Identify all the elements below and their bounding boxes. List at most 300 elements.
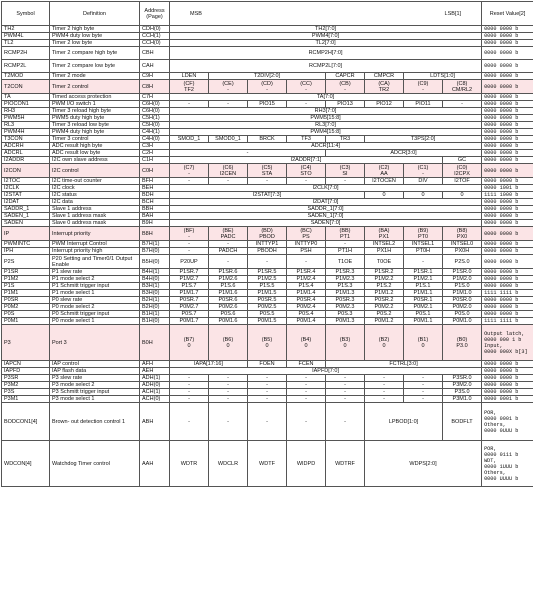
register-bit: PWM4[7:0] [170, 33, 482, 40]
register-symbol: PWM4L [2, 33, 50, 40]
register-address: ACH(0) [140, 396, 170, 403]
register-bit: PWM4[15:8] [170, 129, 482, 136]
register-definition: Brown- out detection control 1 [50, 403, 140, 441]
register-definition: Port 3 [50, 325, 140, 361]
reset-value: 1111 1111 b [482, 318, 533, 325]
register-bit: - [209, 403, 248, 441]
register-bit: P0M2.2 [365, 304, 404, 311]
header-bits [170, 2, 482, 26]
table-row [2, 389, 534, 396]
register-bit: - [326, 382, 365, 389]
table-row [2, 33, 534, 40]
table-row [2, 382, 534, 389]
register-bit: IAPA[17:16] [170, 361, 248, 368]
table-row [2, 283, 534, 290]
table-row [2, 178, 534, 185]
register-bit: - [170, 150, 326, 157]
register-bit: P0SR.0 [443, 297, 482, 304]
register-definition: ADC result low byte [50, 150, 140, 157]
register-bit: - [326, 375, 365, 382]
register-bit: WIDPD [287, 441, 326, 487]
register-bit: BRCK [248, 136, 287, 143]
register-bit: P0M2.3 [326, 304, 365, 311]
register-bit: FCEN [287, 361, 326, 368]
register-bit: (C9) - [404, 80, 443, 94]
register-bit: I2STAT[7:3] [170, 192, 365, 199]
table-row [2, 269, 534, 276]
table-row [2, 60, 534, 73]
table-row [2, 143, 534, 150]
register-bit: (C7) - [170, 164, 209, 178]
register-bit: I2ADDR[7:1] [170, 157, 443, 164]
register-bit: WDPS[2:0] [365, 441, 482, 487]
register-definition: P3 slew rate [50, 375, 140, 382]
register-definition: Slave 0 address mask [50, 220, 140, 227]
register-definition: Watchdog Timer control [50, 441, 140, 487]
register-bit: (BD) PBOD [248, 227, 287, 241]
register-definition: Timer 2 high byte [50, 26, 140, 33]
register-definition: Timer 2 control [50, 80, 140, 94]
register-bit: - [404, 375, 443, 382]
register-bit: - [287, 403, 326, 441]
register-bit: RCMP2H[7:0] [170, 47, 482, 60]
register-address: B1H(1) [140, 311, 170, 318]
register-definition: I2C data [50, 199, 140, 206]
register-address: BBH [140, 206, 170, 213]
register-bit: - [209, 375, 248, 382]
table-row [2, 297, 534, 304]
reset-value: POR, 0000 0001 b Others, 0000 0UUU b [482, 403, 533, 441]
register-bit: I2TOCEN [365, 178, 404, 185]
register-bit: - [404, 382, 443, 389]
register-bit: T3PS[2:0] [365, 136, 482, 143]
table-row [2, 47, 534, 60]
register-bit: T2DIV[2:0] [209, 73, 326, 80]
register-bit: P1M1.6 [209, 290, 248, 297]
register-bit: P1M2.7 [170, 276, 209, 283]
header-definition: Definition [50, 2, 140, 26]
register-bit: I2TOF [443, 178, 482, 185]
register-address: CAH [140, 60, 170, 73]
register-bit: P0M2.4 [287, 304, 326, 311]
register-symbol: TA [2, 94, 50, 101]
register-definition: P20 Setting and Timer0/1 Output Enable [50, 255, 140, 269]
register-address: ADH(0) [140, 382, 170, 389]
register-address: B7H(1) [140, 241, 170, 248]
register-bit: (CB) - [326, 80, 365, 94]
register-address: B3H(1) [140, 283, 170, 290]
register-bit: ADCR[11:4] [170, 143, 482, 150]
register-symbol: P2S [2, 255, 50, 269]
register-bit: P0S.2 [365, 311, 404, 318]
register-bit: T1OE [326, 255, 365, 269]
register-bit: P1M1.2 [365, 290, 404, 297]
register-symbol: ADCRL [2, 150, 50, 157]
register-bit: P0M1.6 [209, 318, 248, 325]
register-symbol: WDCON[4] [2, 441, 50, 487]
register-address: BDH [140, 192, 170, 199]
register-bit: - [326, 178, 365, 185]
register-symbol: SADDR_1 [2, 206, 50, 213]
table-row [2, 403, 534, 441]
register-bit: PADCH [209, 248, 248, 255]
register-address: BCH [140, 199, 170, 206]
register-bit: TF3 [287, 136, 326, 143]
register-bit: (B1) 0 [404, 325, 443, 361]
table-row [2, 136, 534, 143]
register-address: ABH [140, 403, 170, 441]
reset-value: 0000 0000 b [482, 283, 533, 290]
register-address: C4H(0) [140, 136, 170, 143]
register-bit: P1SR.1 [404, 269, 443, 276]
header-symbol: Symbol [2, 2, 50, 26]
register-symbol: IPH [2, 248, 50, 255]
register-definition: Interrupt priority high [50, 248, 140, 255]
table-row [2, 241, 534, 248]
register-bit: INTSEL1 [404, 241, 443, 248]
register-bit: P1M1.7 [170, 290, 209, 297]
register-bit: PT1H [326, 248, 365, 255]
register-bit: P1S.7 [170, 283, 209, 290]
register-bit: (B2) 0 [365, 325, 404, 361]
register-bit: P1M2.3 [326, 276, 365, 283]
register-symbol: RCMP2L [2, 60, 50, 73]
register-definition: Timer 3 reload low byte [50, 122, 140, 129]
sfr-table-container [1, 1, 533, 610]
register-bit: P1S.4 [287, 283, 326, 290]
register-bit: - [248, 178, 287, 185]
register-bit: P0M1.4 [287, 318, 326, 325]
register-address: CCH(0) [140, 40, 170, 47]
reset-value: 0000 0001 b [482, 396, 533, 403]
register-bit: - [404, 255, 443, 269]
register-definition: P0 mode select 1 [50, 318, 140, 325]
reset-value: 0000 0000 b [482, 368, 533, 375]
register-bit: - [209, 382, 248, 389]
register-definition: PWM4 duty high byte [50, 129, 140, 136]
register-bit: - [326, 389, 365, 396]
register-symbol: P3S [2, 389, 50, 396]
register-bit: INTSEL0 [443, 241, 482, 248]
register-address: CCH(1) [140, 33, 170, 40]
reset-value: 0000 0000 b [482, 94, 533, 101]
register-bit: P3S.0 [443, 389, 482, 396]
register-definition: P3 mode select 1 [50, 396, 140, 403]
register-bit: P0M2.1 [404, 304, 443, 311]
register-bit: (B3) 0 [326, 325, 365, 361]
register-bit: (C8) CM/RL2 [443, 80, 482, 94]
reset-value: 0000 0000 b [482, 164, 533, 178]
register-symbol: RL3 [2, 122, 50, 129]
register-symbol: I2CLK [2, 185, 50, 192]
register-bit: P1SR.4 [287, 269, 326, 276]
table-row [2, 115, 534, 122]
register-bit: - [287, 396, 326, 403]
register-bit: P0SR.3 [326, 297, 365, 304]
register-address: AEH [140, 368, 170, 375]
register-bit: (BC) PS [287, 227, 326, 241]
register-address: C2H [140, 150, 170, 157]
header-msb: MSB [190, 10, 202, 17]
register-address: B8H [140, 227, 170, 241]
register-bit: PIO11 [404, 101, 443, 108]
reset-value: 0000 0000 b [482, 143, 533, 150]
register-definition: ADC result high byte [50, 143, 140, 150]
register-definition: PWM Interrupt Control [50, 241, 140, 248]
register-bit: SADEN[7:0] [170, 220, 482, 227]
register-address: C9H [140, 73, 170, 80]
register-bit: CMPCR [365, 73, 404, 80]
table-row [2, 150, 534, 157]
register-bit: P0SR.2 [365, 297, 404, 304]
register-bit: P0M1.5 [248, 318, 287, 325]
register-address: BEH [140, 185, 170, 192]
register-symbol: PWMINTC [2, 241, 50, 248]
register-address: BFH [140, 178, 170, 185]
register-definition: I2C own slave address [50, 157, 140, 164]
register-bit: P1SR.7 [170, 269, 209, 276]
register-bit: SMOD_1 [170, 136, 209, 143]
register-bit: I2CLK[7:0] [170, 185, 482, 192]
table-row [2, 290, 534, 297]
register-definition: P0 Schmitt trigger input [50, 311, 140, 318]
table-row [2, 199, 534, 206]
register-bit: (C6) I2CEN [209, 164, 248, 178]
register-bit: TL2[7:0] [170, 40, 482, 47]
table-header-row [2, 2, 534, 26]
register-bit: (C1) - [404, 164, 443, 178]
register-symbol: P0M2 [2, 304, 50, 311]
register-bit: P0M2.5 [248, 304, 287, 311]
register-symbol: TH2 [2, 26, 50, 33]
register-symbol: P0S [2, 311, 50, 318]
register-bit: - [209, 396, 248, 403]
register-bit: (B4) 0 [287, 325, 326, 361]
register-bit: P0M1.2 [365, 318, 404, 325]
register-bit: - [248, 396, 287, 403]
register-bit: P0SR.6 [209, 297, 248, 304]
register-symbol: T3CON [2, 136, 50, 143]
register-symbol: P3SR [2, 375, 50, 382]
register-symbol: I2DAT [2, 199, 50, 206]
register-address: AFH [140, 361, 170, 368]
register-bit: P0M2.0 [443, 304, 482, 311]
table-row [2, 304, 534, 311]
register-bit: - [248, 403, 287, 441]
reset-value: 0000 0000 b [482, 248, 533, 255]
register-bit: INTSEL2 [365, 241, 404, 248]
table-row [2, 40, 534, 47]
register-address: B3H(0) [140, 290, 170, 297]
register-bit: - [287, 178, 326, 185]
register-bit: ADCR[3:0] [326, 150, 482, 157]
register-bit: P0SR.7 [170, 297, 209, 304]
register-bit: P1SR.0 [443, 269, 482, 276]
register-bit: - [365, 396, 404, 403]
reset-value: 0000 0000 b [482, 206, 533, 213]
register-definition: Timer 2 mode [50, 73, 140, 80]
reset-value: 0000 0000 b [482, 26, 533, 33]
reset-value: 0000 0000 b [482, 255, 533, 269]
reset-value: 0000 0000 b [482, 73, 533, 80]
register-symbol: RH3 [2, 108, 50, 115]
register-symbol: PIOCON1 [2, 101, 50, 108]
register-bit: - [326, 241, 365, 248]
register-definition: P1 mode select 1 [50, 290, 140, 297]
register-symbol: I2TOC [2, 178, 50, 185]
register-bit: P1S.0 [443, 283, 482, 290]
table-row [2, 368, 534, 375]
register-bit: - [170, 389, 209, 396]
table-row [2, 26, 534, 33]
register-bit: 0 [443, 192, 482, 199]
register-address: C1H [140, 157, 170, 164]
table-row [2, 255, 534, 269]
register-bit: (BE) PADC [209, 227, 248, 241]
register-bit: SMOD0_1 [209, 136, 248, 143]
register-bit: (C5) STA [248, 164, 287, 178]
register-bit: P1S.3 [326, 283, 365, 290]
register-definition: IAP flash data [50, 368, 140, 375]
header-reset-value: Reset Value[2] [482, 2, 533, 26]
register-definition: P0 slew rate [50, 297, 140, 304]
register-definition: Timer 2 compare high byte [50, 47, 140, 60]
register-bit: P0M2.7 [170, 304, 209, 311]
reset-value: POR, 0000 0111 b WDT, 0000 1UUU b Others, 0000 UUUU b [482, 441, 533, 487]
reset-value: 0000 0000 b [482, 115, 533, 122]
register-symbol: I2STAT [2, 192, 50, 199]
register-bit: - [326, 396, 365, 403]
table-row [2, 129, 534, 136]
register-definition: Timer 2 low byte [50, 40, 140, 47]
register-address: B9H [140, 220, 170, 227]
register-bit: I2DAT[7:0] [170, 199, 482, 206]
register-bit: - [248, 382, 287, 389]
register-bit: - [170, 396, 209, 403]
reset-value: 0000 0000 b [482, 122, 533, 129]
register-bit: INTTYP0 [287, 241, 326, 248]
register-definition: Slave 1 address [50, 206, 140, 213]
register-bit: - [287, 389, 326, 396]
register-bit: P1S.2 [365, 283, 404, 290]
register-definition: P3 Schmitt trigger input [50, 389, 140, 396]
register-definition: I2C time-out counter [50, 178, 140, 185]
register-symbol: ADCRH [2, 143, 50, 150]
register-bit: P1M2.6 [209, 276, 248, 283]
reset-value: 1111 1111 b [482, 290, 533, 297]
register-symbol: P1SR [2, 269, 50, 276]
register-symbol: I2ADDR [2, 157, 50, 164]
register-bit: P1S.6 [209, 283, 248, 290]
register-address: B0H [140, 325, 170, 361]
table-row [2, 108, 534, 115]
register-bit: SADDR_1[7:0] [170, 206, 482, 213]
reset-value: 0000 0000 b [482, 227, 533, 241]
register-bit: (CF) TF2 [170, 80, 209, 94]
table-row [2, 441, 534, 487]
register-address: ACH(1) [140, 389, 170, 396]
register-bit: P1M2.0 [443, 276, 482, 283]
header-address: Address (Page) [140, 2, 170, 26]
reset-value: 0000 0000 b [482, 213, 533, 220]
register-bit: - [365, 382, 404, 389]
register-bit: P1M1.3 [326, 290, 365, 297]
reset-value: 0000 0000 b [482, 157, 533, 164]
register-symbol: T2CON [2, 80, 50, 94]
reset-value: 0000 0000 b [482, 47, 533, 60]
register-address: C7H [140, 94, 170, 101]
reset-value: 0000 0000 b [482, 199, 533, 206]
register-address: C4H(1) [140, 129, 170, 136]
register-bit: PIO15 [248, 101, 287, 108]
register-symbol: SADEN_1 [2, 213, 50, 220]
register-definition: Timer 3 reload high byte [50, 108, 140, 115]
register-address: B4H(1) [140, 269, 170, 276]
register-definition: Timer 2 compare low byte [50, 60, 140, 73]
register-bit: WDTR [170, 441, 209, 487]
register-bit: P0SR.5 [248, 297, 287, 304]
register-symbol: IAPCN [2, 361, 50, 368]
register-bit: - [209, 389, 248, 396]
register-bit: T0OE [365, 255, 404, 269]
register-bit: - [365, 375, 404, 382]
table-row [2, 227, 534, 241]
register-symbol: P1M2 [2, 276, 50, 283]
register-bit: P1SR.3 [326, 269, 365, 276]
register-bit: (CD) - [248, 80, 287, 94]
register-symbol: TL2 [2, 40, 50, 47]
register-bit: P1M2.5 [248, 276, 287, 283]
reset-value: 0000 1001 b [482, 185, 533, 192]
register-definition: Timed access protection [50, 94, 140, 101]
table-row [2, 318, 534, 325]
reset-value: 0000 0000 b [482, 311, 533, 318]
register-bit: FOEN [248, 361, 287, 368]
register-bit: P0S.7 [170, 311, 209, 318]
register-bit: P1S.5 [248, 283, 287, 290]
register-bit: P0S.4 [287, 311, 326, 318]
register-bit: P20UP [170, 255, 209, 269]
reset-value: 0000 0000 b [482, 241, 533, 248]
register-bit: SADEN_1[7:0] [170, 213, 482, 220]
register-bit: (CE) - [209, 80, 248, 94]
register-address: B2H(1) [140, 297, 170, 304]
register-bit: P0S.5 [248, 311, 287, 318]
register-bit: 0 [404, 192, 443, 199]
register-symbol: P3 [2, 325, 50, 361]
reset-value: 0000 0000 b [482, 40, 533, 47]
register-bit: - [209, 255, 248, 269]
register-bit: FCTRL[3:0] [326, 361, 482, 368]
register-bit: (B0) P3.0 [443, 325, 482, 361]
register-definition: Slave 1 address mask [50, 213, 140, 220]
register-definition: P1 mode select 2 [50, 276, 140, 283]
register-bit: - [248, 389, 287, 396]
register-bit: P0S.3 [326, 311, 365, 318]
reset-value: 0000 0000 b [482, 389, 533, 396]
register-definition: P1 slew rate [50, 269, 140, 276]
register-bit: (CC) - [287, 80, 326, 94]
register-bit: WDCLR [209, 441, 248, 487]
register-address: CDH(0) [140, 26, 170, 33]
table-row [2, 206, 534, 213]
register-address: ADH(1) [140, 375, 170, 382]
register-bit: P3SR.0 [443, 375, 482, 382]
table-row [2, 164, 534, 178]
register-bit: BODFLT [443, 403, 482, 441]
table-row [2, 276, 534, 283]
register-bit: LDTS[1:0] [404, 73, 482, 80]
